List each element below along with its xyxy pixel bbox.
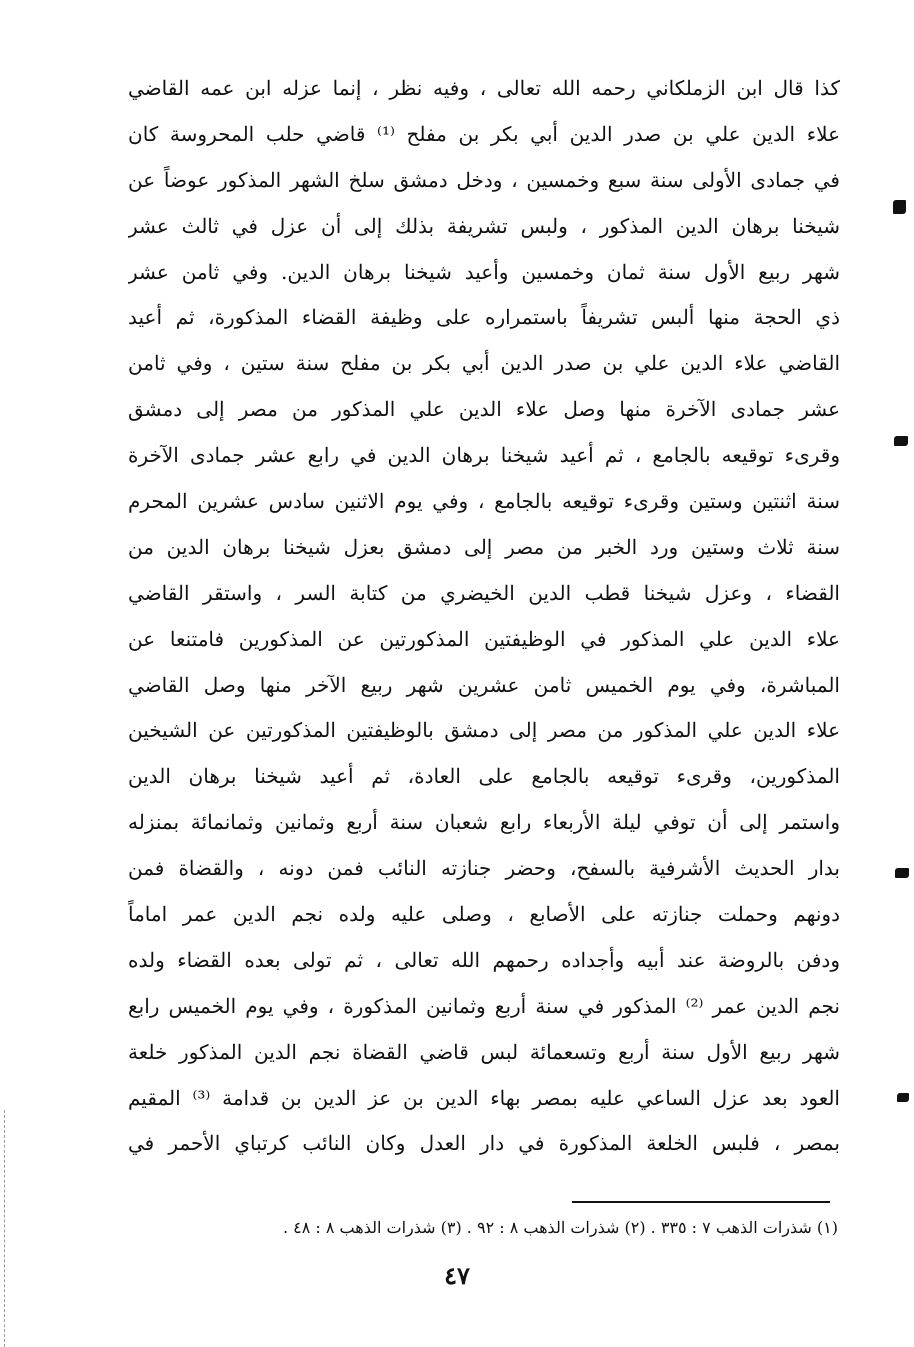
margin-mark: [893, 200, 906, 214]
page-number: ٤٧: [444, 1261, 470, 1290]
text-line: دونهم وحملت جنازته على الأصابع ، وصلى عليه ولده نجم الدين عمر اماماً: [128, 902, 840, 927]
text-line: كذا قال ابن الزملكاني رحمه الله تعالى ، وفيه نظر ، إنما عزله ابن عمه القاضي: [128, 76, 840, 100]
text-line: شهر ربيع الأول سنة ثمان وخمسين وأعيد شيخنا برهان الدين. وفي ثامن عشر: [128, 259, 840, 284]
text-line: بدار الحديث الأشرفية بالسفح، وحضر جنازته النائب فمن دونه ، والقضاة فمن: [128, 856, 840, 881]
margin-mark: [894, 436, 908, 446]
text-line: شيخنا برهان الدين المذكور ، ولبس تشريفة بذلك إلى أن عزل في ثالث عشر: [128, 213, 840, 238]
text-line: شهر ربيع الأول سنة أربع وتسعمائة لبس قاضي القضاة نجم الدين المذكور خلعة: [128, 1039, 840, 1064]
text-line: المباشرة، وفي يوم الخميس ثامن عشرين شهر ربيع الآخر منها وصل القاضي: [128, 672, 840, 697]
text-line: سنة اثنتين وستين وقرىء توقيعه بالجامع ، وفي يوم الاثنين سادس عشرين المحرم: [128, 489, 840, 514]
text-line: في جمادى الأولى سنة سبع وخمسين ، ودخل دمشق سلخ الشهر المذكور عوضاً عن: [128, 167, 840, 192]
text-line: ذي الحجة منها ألبس تشريفاً باستمراره على وظيفة القضاء المذكورة، ثم أعيد: [128, 305, 840, 330]
text-line: العود بعد عزل الساعي عليه بمصر بهاء الدين بن عز الدين بن قدامة ⁽³⁾ المقيم: [128, 1085, 840, 1110]
text-line: القاضي علاء الدين علي بن صدر الدين أبي بكر بن مفلح سنة ستين ، وفي ثامن: [128, 351, 840, 376]
text-line: علاء الدين علي المذكور من مصر إلى دمشق بالوظيفتين المذكورتين عن الشيخين: [128, 718, 840, 743]
footnotes: (١) شذرات الذهب ٧ : ٣٣٥ . (٢) شذرات الذهب ٨ : ٩٢ . (٣) شذرات الذهب ٨ : ٤٨ .: [282, 1218, 838, 1237]
text-line: سنة ثلاث وستين ورد الخبر من مصر إلى دمشق بعزل شيخنا برهان الدين من: [128, 534, 840, 559]
text-line: واستمر إلى أن توفي ليلة الأربعاء رابع شعبان سنة أربع وثمانين وثمانمائة بمنزله: [128, 810, 840, 835]
scan-edge-line: [4, 1110, 5, 1347]
text-line: ودفن بالروضة عند أبيه وأجداده رحمهم الله تعالى ، ثم تولى بعده القضاء ولده: [128, 947, 840, 972]
footnote-divider: [572, 1201, 830, 1203]
text-line: علاء الدين علي بن صدر الدين أبي بكر بن مفلح ⁽¹⁾ قاضي حلب المحروسة كان: [128, 121, 840, 146]
text-line: وقرىء توقيعه بالجامع ، ثم أعيد شيخنا برهان الدين في رابع عشر جمادى الآخرة: [128, 443, 840, 468]
text-line: نجم الدين عمر ⁽²⁾ المذكور في سنة أربع وثمانين المذكورة ، وفي يوم الخميس رابع: [128, 993, 840, 1018]
text-line: المذكورين، وقرىء توقيعه بالجامع على العادة، ثم أعيد شيخنا برهان الدين: [128, 764, 840, 789]
text-line: بمصر ، فلبس الخلعة المذكورة في دار العدل وكان النائب كرتباي الأحمر في: [128, 1131, 840, 1156]
text-line: علاء الدين علي المذكور في الوظيفتين المذكورتين عن المذكورين فامتنعا عن: [128, 626, 840, 651]
body-text: [128, 66, 840, 1167]
text-line: عشر جمادى الآخرة منها وصل علاء الدين علي المذكور من مصر إلى دمشق: [128, 397, 840, 422]
margin-mark: [897, 1093, 909, 1102]
text-line: القضاء ، وعزل شيخنا قطب الدين الخيضري من كتابة السر ، واستقر القاضي: [128, 580, 840, 605]
margin-mark: [895, 868, 909, 878]
